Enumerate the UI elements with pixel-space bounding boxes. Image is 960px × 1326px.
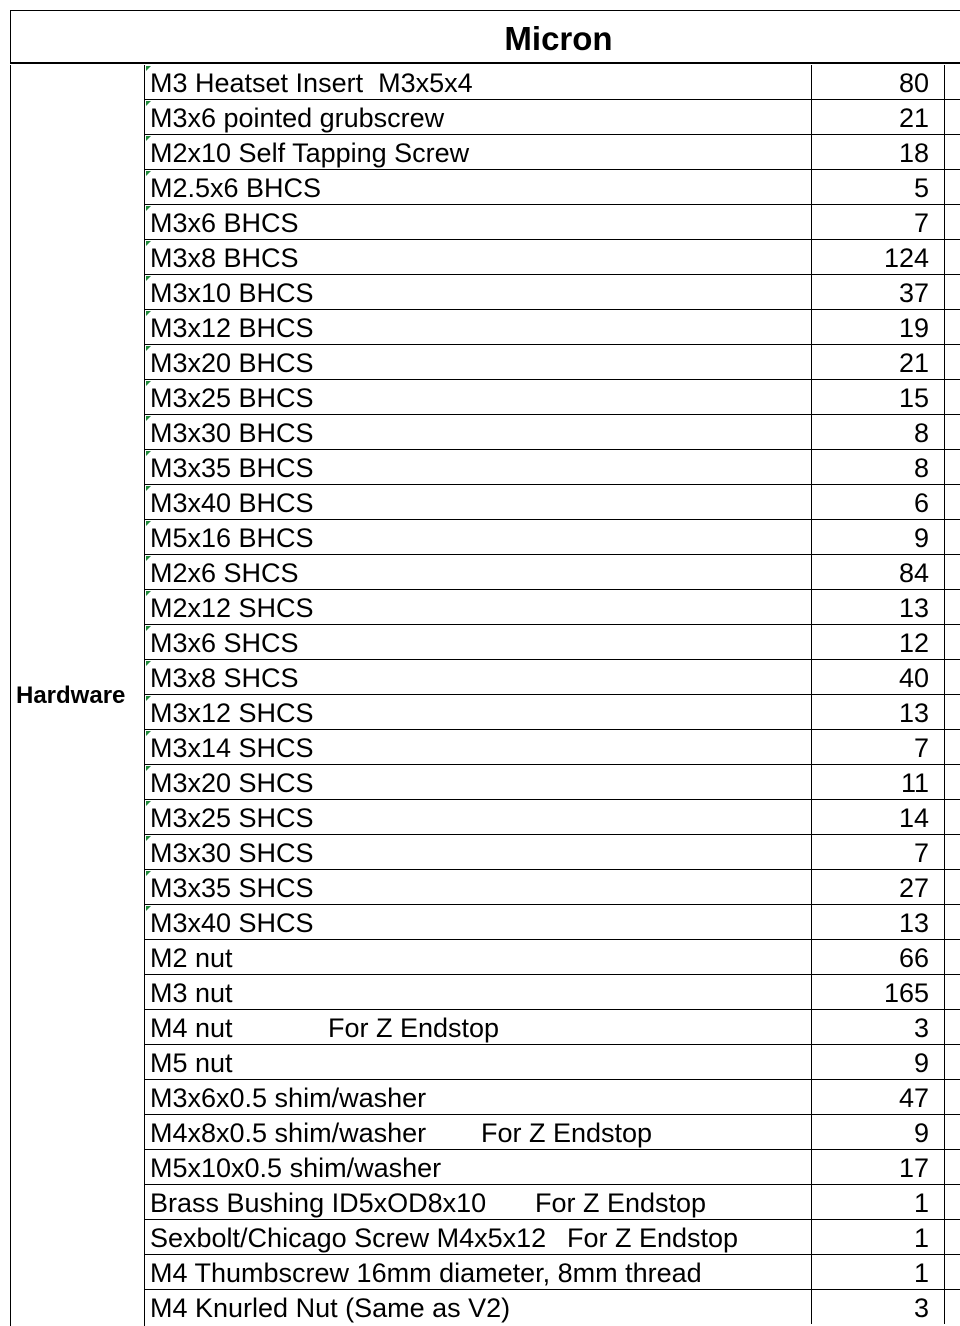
quantity-value: 15 — [898, 383, 929, 413]
quantity-cell[interactable] — [812, 310, 945, 344]
quantity-cell[interactable] — [812, 1150, 945, 1184]
quantity-cell[interactable] — [812, 415, 945, 449]
item-cell[interactable] — [145, 100, 812, 134]
item-note: For Z Endstop — [328, 1013, 500, 1043]
item-name: M3x8 BHCS — [150, 243, 299, 273]
category-cell[interactable] — [10, 65, 145, 1326]
quantity-value: 6 — [913, 488, 929, 518]
quantity-value: 1 — [913, 1258, 929, 1288]
quantity-cell[interactable] — [812, 730, 945, 764]
item-cell[interactable] — [145, 1010, 812, 1044]
item-name: M3x35 SHCS — [150, 873, 314, 903]
item-name: M5x10x0.5 shim/washer — [150, 1153, 442, 1183]
quantity-value: 13 — [898, 593, 929, 623]
table-row — [145, 170, 960, 205]
item-note: For Z Endstop — [535, 1188, 707, 1218]
quantity-value: 12 — [898, 628, 929, 658]
item-name: M3x20 SHCS — [150, 768, 314, 798]
item-name: M3x6 pointed grubscrew — [150, 103, 445, 133]
table-row — [145, 730, 960, 765]
quantity-cell[interactable] — [812, 65, 945, 99]
item-cell[interactable] — [145, 835, 812, 869]
item-name: M3x12 SHCS — [150, 698, 314, 728]
quantity-cell[interactable] — [812, 1010, 945, 1044]
item-cell[interactable] — [145, 555, 812, 589]
item-name: M2x10 Self Tapping Screw — [150, 138, 470, 168]
item-name: M3x25 SHCS — [150, 803, 314, 833]
table-row — [145, 380, 960, 415]
item-cell[interactable] — [145, 205, 812, 239]
quantity-cell[interactable] — [812, 1045, 945, 1079]
quantity-value: 3 — [913, 1013, 929, 1043]
quantity-value: 7 — [913, 733, 929, 763]
quantity-value: 14 — [898, 803, 929, 833]
quantity-cell[interactable] — [812, 170, 945, 204]
quantity-cell[interactable] — [812, 380, 945, 414]
quantity-value: 80 — [898, 68, 929, 98]
quantity-cell[interactable] — [812, 905, 945, 939]
item-note: For Z Endstop — [481, 1118, 653, 1148]
item-name: M2.5x6 BHCS — [150, 173, 322, 203]
quantity-cell[interactable] — [812, 975, 945, 1009]
quantity-cell[interactable] — [812, 485, 945, 519]
quantity-cell[interactable] — [812, 275, 945, 309]
quantity-value: 9 — [913, 1048, 929, 1078]
item-note: For Z Endstop — [567, 1223, 739, 1253]
quantity-cell[interactable] — [812, 625, 945, 659]
item-name: M3x35 BHCS — [150, 453, 314, 483]
table-row — [145, 835, 960, 870]
item-cell[interactable] — [145, 590, 812, 624]
quantity-value: 124 — [883, 243, 929, 273]
quantity-cell[interactable] — [812, 1080, 945, 1114]
quantity-value: 7 — [913, 208, 929, 238]
table-row — [145, 1290, 960, 1325]
item-cell[interactable] — [145, 975, 812, 1009]
item-name: M4x8x0.5 shim/washer — [150, 1118, 427, 1148]
parts-table — [145, 65, 960, 1325]
item-cell[interactable] — [145, 1290, 812, 1324]
quantity-value: 18 — [898, 138, 929, 168]
item-cell[interactable] — [145, 520, 812, 554]
table-row — [145, 765, 960, 800]
table-row — [145, 240, 960, 275]
table-row — [145, 415, 960, 450]
quantity-cell[interactable] — [812, 100, 945, 134]
item-name: M3x12 BHCS — [150, 313, 314, 343]
quantity-value: 1 — [913, 1188, 929, 1218]
table-row — [145, 1080, 960, 1115]
quantity-cell[interactable] — [812, 205, 945, 239]
quantity-cell[interactable] — [812, 695, 945, 729]
item-cell[interactable] — [145, 940, 812, 974]
item-name: M2x12 SHCS — [150, 593, 314, 623]
table-row — [145, 1220, 960, 1255]
table-row — [145, 450, 960, 485]
item-cell[interactable] — [145, 310, 812, 344]
item-cell[interactable] — [145, 765, 812, 799]
table-row — [145, 555, 960, 590]
table-row — [145, 800, 960, 835]
item-name: M5 nut — [150, 1048, 233, 1078]
quantity-cell[interactable] — [812, 940, 945, 974]
table-row — [145, 940, 960, 975]
item-name: M4 Knurled Nut (Same as V2) — [150, 1293, 511, 1323]
item-name: M4 Thumbscrew 16mm diameter, 8mm thread — [150, 1258, 702, 1288]
quantity-cell[interactable] — [812, 590, 945, 624]
item-name: M2x6 SHCS — [150, 558, 299, 588]
item-cell[interactable] — [145, 1185, 812, 1219]
item-cell[interactable] — [145, 135, 812, 169]
quantity-value: 9 — [913, 523, 929, 553]
table-row — [145, 1150, 960, 1185]
item-cell[interactable] — [145, 730, 812, 764]
quantity-cell[interactable] — [812, 555, 945, 589]
table-row — [145, 345, 960, 380]
table-row — [145, 870, 960, 905]
table-row — [145, 100, 960, 135]
quantity-cell[interactable] — [812, 345, 945, 379]
item-name: M4 nut — [150, 1013, 233, 1043]
table-row — [145, 520, 960, 555]
quantity-value: 21 — [898, 103, 929, 133]
item-name: M3x20 BHCS — [150, 348, 314, 378]
table-row — [145, 1255, 960, 1290]
quantity-value: 8 — [913, 418, 929, 448]
item-cell[interactable] — [145, 695, 812, 729]
quantity-value: 13 — [898, 698, 929, 728]
quantity-cell[interactable] — [812, 870, 945, 904]
item-name: M3x6x0.5 shim/washer — [150, 1083, 427, 1113]
quantity-cell[interactable] — [812, 765, 945, 799]
item-cell[interactable] — [145, 1080, 812, 1114]
table-row — [145, 1045, 960, 1080]
item-name: M3x8 SHCS — [150, 663, 299, 693]
item-cell[interactable] — [145, 380, 812, 414]
item-name: M3 nut — [150, 978, 233, 1008]
sheet-title[interactable]: Micron — [504, 20, 613, 57]
quantity-cell[interactable] — [812, 240, 945, 274]
table-row — [145, 310, 960, 345]
table-row — [145, 1185, 960, 1220]
quantity-cell[interactable] — [812, 660, 945, 694]
item-name: M3x40 SHCS — [150, 908, 314, 938]
item-name: M3x6 BHCS — [150, 208, 299, 238]
table-row — [145, 65, 960, 100]
quantity-cell[interactable] — [812, 450, 945, 484]
quantity-value: 3 — [913, 1293, 929, 1323]
item-cell[interactable] — [145, 660, 812, 694]
item-cell[interactable] — [145, 1045, 812, 1079]
item-name: M3x30 SHCS — [150, 838, 314, 868]
item-cell[interactable] — [145, 1220, 812, 1254]
item-cell[interactable] — [145, 450, 812, 484]
item-cell[interactable] — [145, 1115, 812, 1149]
item-cell[interactable] — [145, 275, 812, 309]
item-cell[interactable] — [145, 870, 812, 904]
quantity-value: 21 — [898, 348, 929, 378]
table-row — [145, 905, 960, 940]
quantity-value: 1 — [913, 1223, 929, 1253]
quantity-value: 13 — [898, 908, 929, 938]
table-row — [145, 1115, 960, 1150]
item-name: M3x14 SHCS — [150, 733, 314, 763]
quantity-value: 66 — [898, 943, 929, 973]
table-row — [145, 660, 960, 695]
item-name: M3 Heatset Insert M3x5x4 — [150, 68, 473, 98]
table-row — [145, 590, 960, 625]
item-name: M5x16 BHCS — [150, 523, 314, 553]
item-cell[interactable] — [145, 345, 812, 379]
quantity-value: 27 — [898, 873, 929, 903]
item-cell[interactable] — [145, 485, 812, 519]
table-row — [145, 695, 960, 730]
item-cell[interactable] — [145, 170, 812, 204]
item-name: Brass Bushing ID5xOD8x10 — [150, 1188, 487, 1218]
quantity-value: 9 — [913, 1118, 929, 1148]
quantity-value: 47 — [898, 1083, 929, 1113]
quantity-value: 19 — [898, 313, 929, 343]
table-row — [145, 135, 960, 170]
item-name: M3x40 BHCS — [150, 488, 314, 518]
quantity-cell[interactable] — [812, 1290, 945, 1324]
item-cell[interactable] — [145, 625, 812, 659]
table-row — [145, 1010, 960, 1045]
title-row — [10, 10, 960, 64]
item-cell[interactable] — [145, 415, 812, 449]
item-name: M3x10 BHCS — [150, 278, 314, 308]
item-cell[interactable] — [145, 800, 812, 834]
item-name: M2 nut — [150, 943, 233, 973]
quantity-value: 8 — [913, 453, 929, 483]
item-cell[interactable] — [145, 65, 812, 99]
item-cell[interactable] — [145, 240, 812, 274]
quantity-cell[interactable] — [812, 135, 945, 169]
quantity-value: 40 — [898, 663, 929, 693]
quantity-value: 17 — [898, 1153, 929, 1183]
quantity-cell[interactable] — [812, 520, 945, 554]
item-name: M3x25 BHCS — [150, 383, 314, 413]
item-cell[interactable] — [145, 905, 812, 939]
quantity-cell[interactable] — [812, 1115, 945, 1149]
quantity-value: 11 — [900, 768, 929, 798]
item-name: M3x6 SHCS — [150, 628, 299, 658]
table-row — [145, 625, 960, 660]
table-row — [145, 205, 960, 240]
quantity-value: 37 — [898, 278, 929, 308]
quantity-cell[interactable] — [812, 1220, 945, 1254]
quantity-cell[interactable] — [812, 800, 945, 834]
quantity-value: 84 — [898, 558, 929, 588]
quantity-value: 165 — [883, 978, 929, 1008]
table-row — [145, 975, 960, 1010]
item-name: Sexbolt/Chicago Screw M4x5x12 — [150, 1223, 547, 1253]
table-row — [145, 275, 960, 310]
item-cell[interactable] — [145, 1255, 812, 1289]
quantity-cell[interactable] — [812, 835, 945, 869]
category-label: Hardware — [16, 682, 126, 709]
item-cell[interactable] — [145, 1150, 812, 1184]
quantity-value: 7 — [913, 838, 929, 868]
quantity-cell[interactable] — [812, 1255, 945, 1289]
quantity-value: 5 — [913, 173, 929, 203]
item-name: M3x30 BHCS — [150, 418, 314, 448]
quantity-cell[interactable] — [812, 1185, 945, 1219]
table-row — [145, 485, 960, 520]
